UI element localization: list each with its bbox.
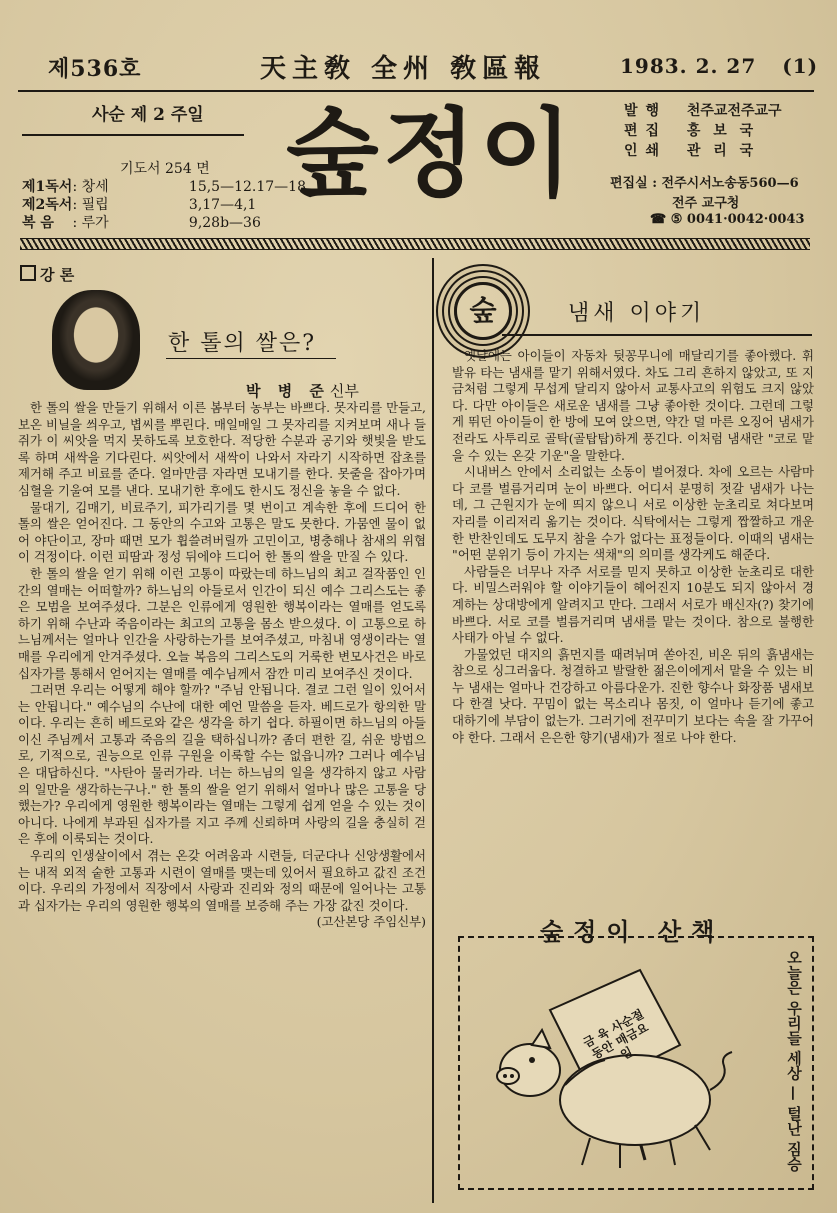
reading-book: : 루가	[72, 215, 109, 231]
printer-key: 인쇄	[624, 143, 668, 159]
reading-ref: 3,17—4,1	[188, 197, 257, 213]
paragraph: 그러면 우리는 어떻게 해야 할까? "주님 안됩니다. 결코 그런 일이 있어서는 안됩니다." 예수님의 수난에 대한 예언 말씀을 듣자. 베드로가 항의한 말이다. 우리는 흔히 베드로와 같은 생각을 하기 쉽다. 하필이면 하느님의 아들이신 주님께서 고통과 죽음의 길을 택하십니까? 좀더 편한 길, 쉬운 방법으로, 기적으로, 권능으로 인류 구원을 이룩할 수는 없읍니까? 그러나 예수님은 대답하신다. "사탄아 물러가라. 너는 하느님의 일을 생각하지 않고 사람의 일만을 생각하는구나." 한 톨의 쌀을 얻기 위해서 얼마나 많은 고통을 당했는가? 우리에게 영원한 행복이라는 열매는 그렇게 쉽게 얻을 수 있는 것이 아니다. 나에게 부과된 십자가를 지고 주께 신뢰하며 사랑의 길을 충실히 걷은 후에 이룩되는 것이다.	[18, 682, 426, 847]
column-body	[452, 348, 814, 746]
homily-author	[246, 380, 359, 401]
printer-row	[624, 140, 757, 160]
newspaper-name: 天主敎 全州 敎區報	[260, 54, 547, 84]
liturgical-sunday: 사순 제 2 주일	[92, 105, 204, 125]
publisher-value: 천주교전주교구	[686, 103, 782, 119]
reading-1	[22, 176, 306, 196]
masthead-title: 숲정이	[286, 98, 577, 210]
homily-title: 한 톨의 쌀은?	[168, 331, 317, 356]
cartoon-sign-text: 금 육 사순절동안 매금요일	[580, 1006, 651, 1063]
column-title: 냄새 이야기	[568, 301, 706, 326]
paragraph: 시내버스 안에서 소리없는 소동이 벌어졌다. 차에 오르는 사람마다 코를 벌름거리며 눈이 바쁘다. 어디서 분명히 젓갈 냄새가 나는데, 그 근원지가 눈에 띄지 않으니 서로 이상한 눈초리로 쳐다보며 자리를 이리저리 옮기는 것이다. 식탁에서는 그렇게 짭짤하고 개운한 반찬인데도 도무지 참을 수가 없다는 표정들이다. 이때의 냄새는 "어떤 분위기 등이 가지는 색채"의 의미를 생각케도 해준다.	[452, 464, 814, 563]
reading-book: : 창세	[72, 179, 109, 195]
prayer-book-page: 기도서 254 면	[120, 161, 210, 177]
column-title-underline	[502, 334, 812, 336]
phone-numbers: ☎ ⑤ 0041·0042·0043	[650, 212, 805, 227]
paragraph: 한 톨의 쌀을 만들기 위해서 이른 봄부터 농부는 바쁘다. 못자리를 만들고, 보온 비닐을 씌우고, 볍씨를 뿌린다. 매일매일 그 못자리를 지켜보며 새나 들쥐가 이 씨앗을 먹지 못하도록 보호한다. 적당한 수분과 공기와 햇빛을 받도록 하며 새싹을 기다린다. 씨앗에서 새싹이 나와서 자라기 시작하면 잡초를 제거해 주고 비료를 준다. 얼마만큼 자라면 모내기를 한다. 못줄을 잡아가며 심혈을 기울여 모를 낸다. 모내기한 후에도 한시도 정신을 놓을 수 없다.	[18, 400, 426, 498]
sunday-underline	[22, 134, 244, 136]
header-hatch-band	[20, 238, 810, 250]
editorial-address: 편집실 : 전주시서노송동560—6	[610, 176, 799, 191]
cartoon-section-title: 숲정이 산책	[540, 917, 725, 946]
reading-label: 제1독서	[22, 179, 73, 195]
reading-ref: 15,5—12.17—18	[188, 179, 306, 195]
reading-gospel	[22, 212, 261, 232]
homily-body	[18, 400, 426, 931]
header-rule	[18, 90, 814, 92]
author-name: 박 병 준	[246, 382, 330, 400]
paragraph: 한 톨의 쌀을 얻기 위해 이런 고통이 따랐는데 하느님의 최고 걸작품인 인간의 열매는 어떠할까? 하느님의 아들로서 인간이 되신 예수 그리스도는 좋은 모범을 보여주셨다. 그분은 인류에게 영원한 행복이라는 열매를 얻도록 하기 위해 수난과 죽음이라는 최고의 고통을 몸소 받으셨다. 이 고통으로 하느님께서는 얼마나 인간을 사랑하는가를 보여주셨고, 마침내 영생이라는 열매를 우리에게 안겨주셨다. 오늘 복음의 그리스도의 거룩한 변모사건은 바로 십자가를 통해서 얻어지는 열매를 예수님께서 잠깐 미리 보여주신 것이다.	[18, 565, 426, 681]
column-divider	[432, 258, 434, 1203]
checkbox-square-icon	[20, 265, 36, 281]
paragraph: 가물었던 대지의 흙먼지를 때려뉘며 쏟아진, 비온 뒤의 흙냄새는 참으로 싱그러웁다. 청결하고 발랄한 젊은이에게서 맡을 수 있는 비누 냄새는 얼마나 건강하고 아름다운가. 진한 향수나 화장품 냄새보다 한결 낫다. 꾸밈이 없는 목소리나 몸짓, 이 얼마나 듣기에 좋고 대하기에 부담이 없는가. 그러기에 전꾸미기 보다는 속을 잘 가꾸어야 한다. 그래서 은은한 향기(냄새)가 절로 나야 한다.	[452, 646, 814, 745]
reading-2	[22, 194, 256, 214]
reading-ref: 9,28b—36	[188, 215, 261, 231]
forest-logo-icon: 숲	[454, 282, 512, 340]
issue-date	[620, 54, 818, 78]
author-role: 신부	[329, 382, 359, 400]
reading-label: 복 음	[22, 215, 54, 231]
paragraph: 물대기, 김매기, 비료주기, 피가리기를 몇 번이고 계속한 후에 드디어 한 톨의 쌀은 얻어진다. 그 동안의 수고와 고통은 말도 못한다. 가뭄엔 물이 없어 야단이고, 장마 때면 모가 휩쓸려버릴까 고민이고, 병충해나 참새의 위협이 걱정이다. 이런 피땀과 정성 뒤에야 드디어 한 톨의 쌀을 만질 수 있다.	[18, 499, 426, 565]
editor-value: 홍 보 국	[686, 123, 758, 139]
editor-key: 편집	[624, 123, 668, 139]
paragraph: 옛날에는 아이들이 자동차 뒷꽁무니에 매달리기를 좋아했다. 휘발유 타는 냄새를 맡기 위해서였다. 차도 그리 흔하지 않았고, 또 지금처럼 그렇게 무섭게 달리지 않아서 교통사고의 위험도 크지 않았다. 다만 아이들은 새로운 냄새를 그냥 좋아한 것이다. 그런데 그렇게 뛰던 아이들이 한 방에 모여 앉으면, 약간 덜 마른 오징어 냄새가 전라도 사투리로 골탁(골탑탑)하게 풍긴다. 이처럼 냄새란 "코로 맡을 수 있는 온갖 기운"을 말한다.	[452, 348, 814, 463]
pig-cartoon-illustration	[470, 950, 770, 1180]
issue-number: 제536호	[48, 56, 142, 82]
printer-value: 관 리 국	[686, 143, 758, 159]
reading-book: : 필립	[72, 197, 109, 213]
homily-title-underline	[166, 358, 336, 359]
paragraph: 사람들은 너무나 자주 서로를 믿지 못하고 이상한 눈초리로 대한다. 비밀스러워야 할 이야기들이 헤어진지 10분도 되지 않아서 경계하는 상대방에게 알려지고 만다. 그래서 서로가 배신자(?) 찾기에 바쁘다. 서로 코를 벌름거리며 냄새를 맡는 것이다. 참으로 불행한 사태가 아닐 수 없다.	[452, 563, 814, 646]
homily-signature: (고산본당 주임신부)	[316, 914, 426, 930]
paragraph: 우리의 인생살이에서 겪는 온갖 어려움과 시련들, 더군다나 신앙생활에서는 내적 외적 숱한 고통과 시련이 열매를 맺는데 있어서 필요하고 값진 조건이다. 우리의 가정에서 직장에서 사랑과 진리와 정의 때문에 일어나는 고통과 십자가는 우리의 영원한 행복의 열매를 보증해 주는 가장 값진 것이다.	[18, 848, 426, 913]
section-label	[20, 264, 74, 285]
author-portrait	[52, 290, 140, 390]
reading-label: 제2독서	[22, 197, 73, 213]
page-number: (1)	[782, 54, 819, 78]
cartoon-caption: 오늘은 우리들 세상 — 털난 짐승	[785, 950, 803, 1172]
publisher-row	[624, 100, 782, 120]
publisher-key: 발행	[624, 103, 668, 119]
office-name: 전주 교구청	[672, 196, 740, 211]
editor-row	[624, 120, 757, 140]
section-label-text: 강 론	[40, 266, 75, 284]
date-text: 1983. 2. 27	[620, 54, 757, 78]
